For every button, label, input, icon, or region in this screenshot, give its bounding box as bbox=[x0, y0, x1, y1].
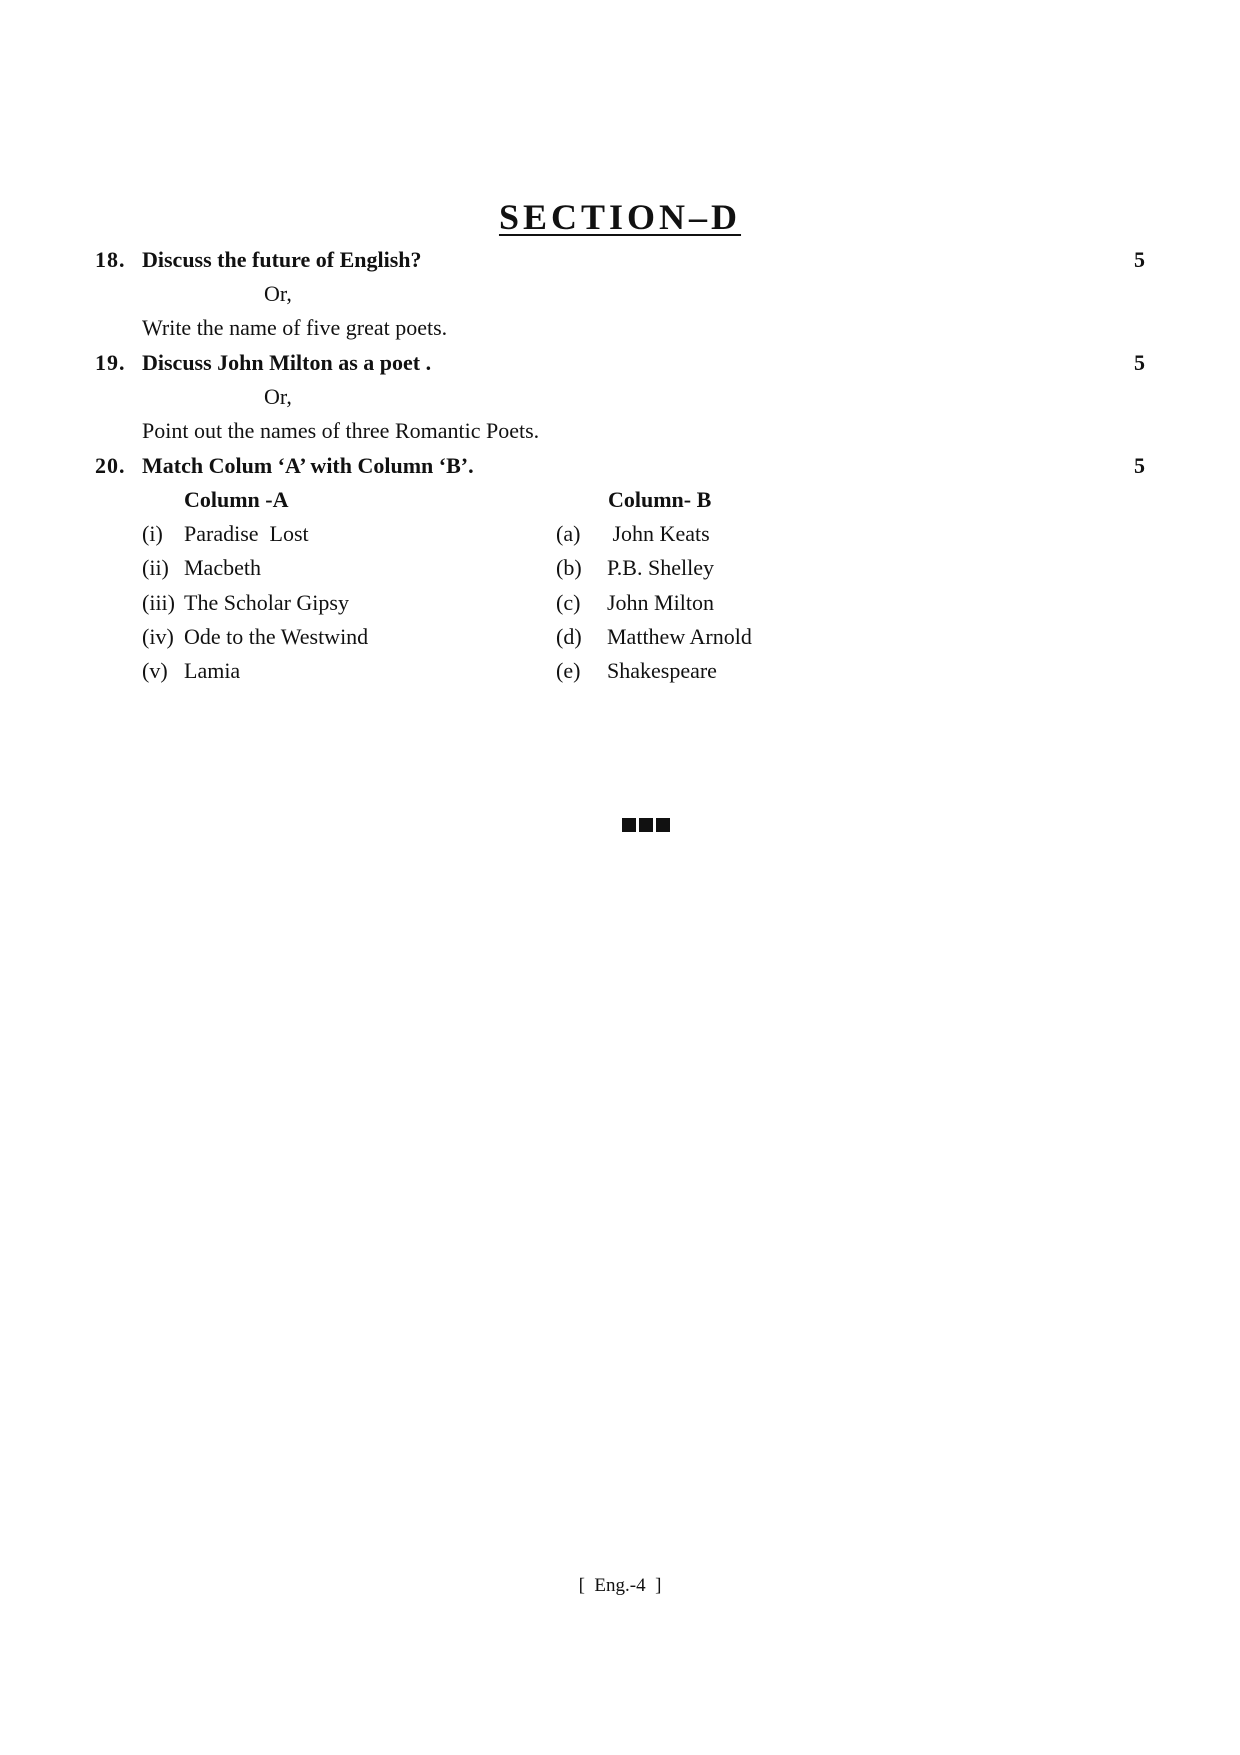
column-b-item: Shakespeare bbox=[607, 658, 717, 683]
or-label: Or, bbox=[264, 281, 292, 306]
column-b-label: (c) bbox=[556, 590, 581, 615]
square-icon bbox=[639, 818, 653, 832]
column-a-item: The Scholar Gipsy bbox=[184, 590, 349, 615]
column-b-item: P.B. Shelley bbox=[607, 555, 714, 580]
column-a-item: Ode to the Westwind bbox=[184, 624, 369, 649]
column-a-item: Lamia bbox=[184, 658, 241, 683]
alternative-question: Write the name of five great poets. bbox=[142, 315, 448, 340]
square-icon bbox=[622, 818, 636, 832]
question-number: 19. bbox=[95, 350, 126, 375]
question-marks: 5 bbox=[1134, 247, 1145, 272]
column-b-header: Column- B bbox=[608, 487, 712, 512]
section-title: SECTION–D bbox=[498, 197, 742, 237]
column-a-item: Macbeth bbox=[184, 555, 261, 580]
column-b-label: (a) bbox=[556, 521, 581, 546]
alternative-question: Point out the names of three Romantic Poets. bbox=[142, 418, 540, 443]
page-footer: [ Eng.-4 ] bbox=[578, 1575, 662, 1596]
question-text: Match Colum ‘A’ with Column ‘B’. bbox=[142, 453, 474, 478]
question-marks: 5 bbox=[1134, 350, 1145, 375]
question-text: Discuss John Milton as a poet . bbox=[142, 350, 432, 375]
square-icon bbox=[656, 818, 670, 832]
question-number: 20. bbox=[95, 453, 126, 478]
column-a-label: (i) bbox=[142, 521, 163, 546]
column-b-label: (b) bbox=[556, 555, 582, 580]
column-a-label: (iii) bbox=[142, 590, 175, 615]
column-a-label: (iv) bbox=[142, 624, 174, 649]
column-a-header: Column -A bbox=[184, 487, 289, 512]
column-a-label: (ii) bbox=[142, 555, 169, 580]
or-label: Or, bbox=[264, 384, 292, 409]
question-number: 18. bbox=[95, 247, 126, 272]
column-a-label: (v) bbox=[142, 658, 168, 683]
column-b-item: John Milton bbox=[607, 590, 714, 615]
question-text: Discuss the future of English? bbox=[142, 247, 422, 272]
column-b-label: (e) bbox=[556, 658, 581, 683]
column-b-label: (d) bbox=[556, 624, 582, 649]
column-a-item: Paradise Lost bbox=[184, 521, 309, 546]
question-marks: 5 bbox=[1134, 453, 1145, 478]
column-b-item: Matthew Arnold bbox=[607, 624, 752, 649]
column-b-item: John Keats bbox=[607, 521, 710, 546]
end-ornament bbox=[622, 818, 670, 832]
